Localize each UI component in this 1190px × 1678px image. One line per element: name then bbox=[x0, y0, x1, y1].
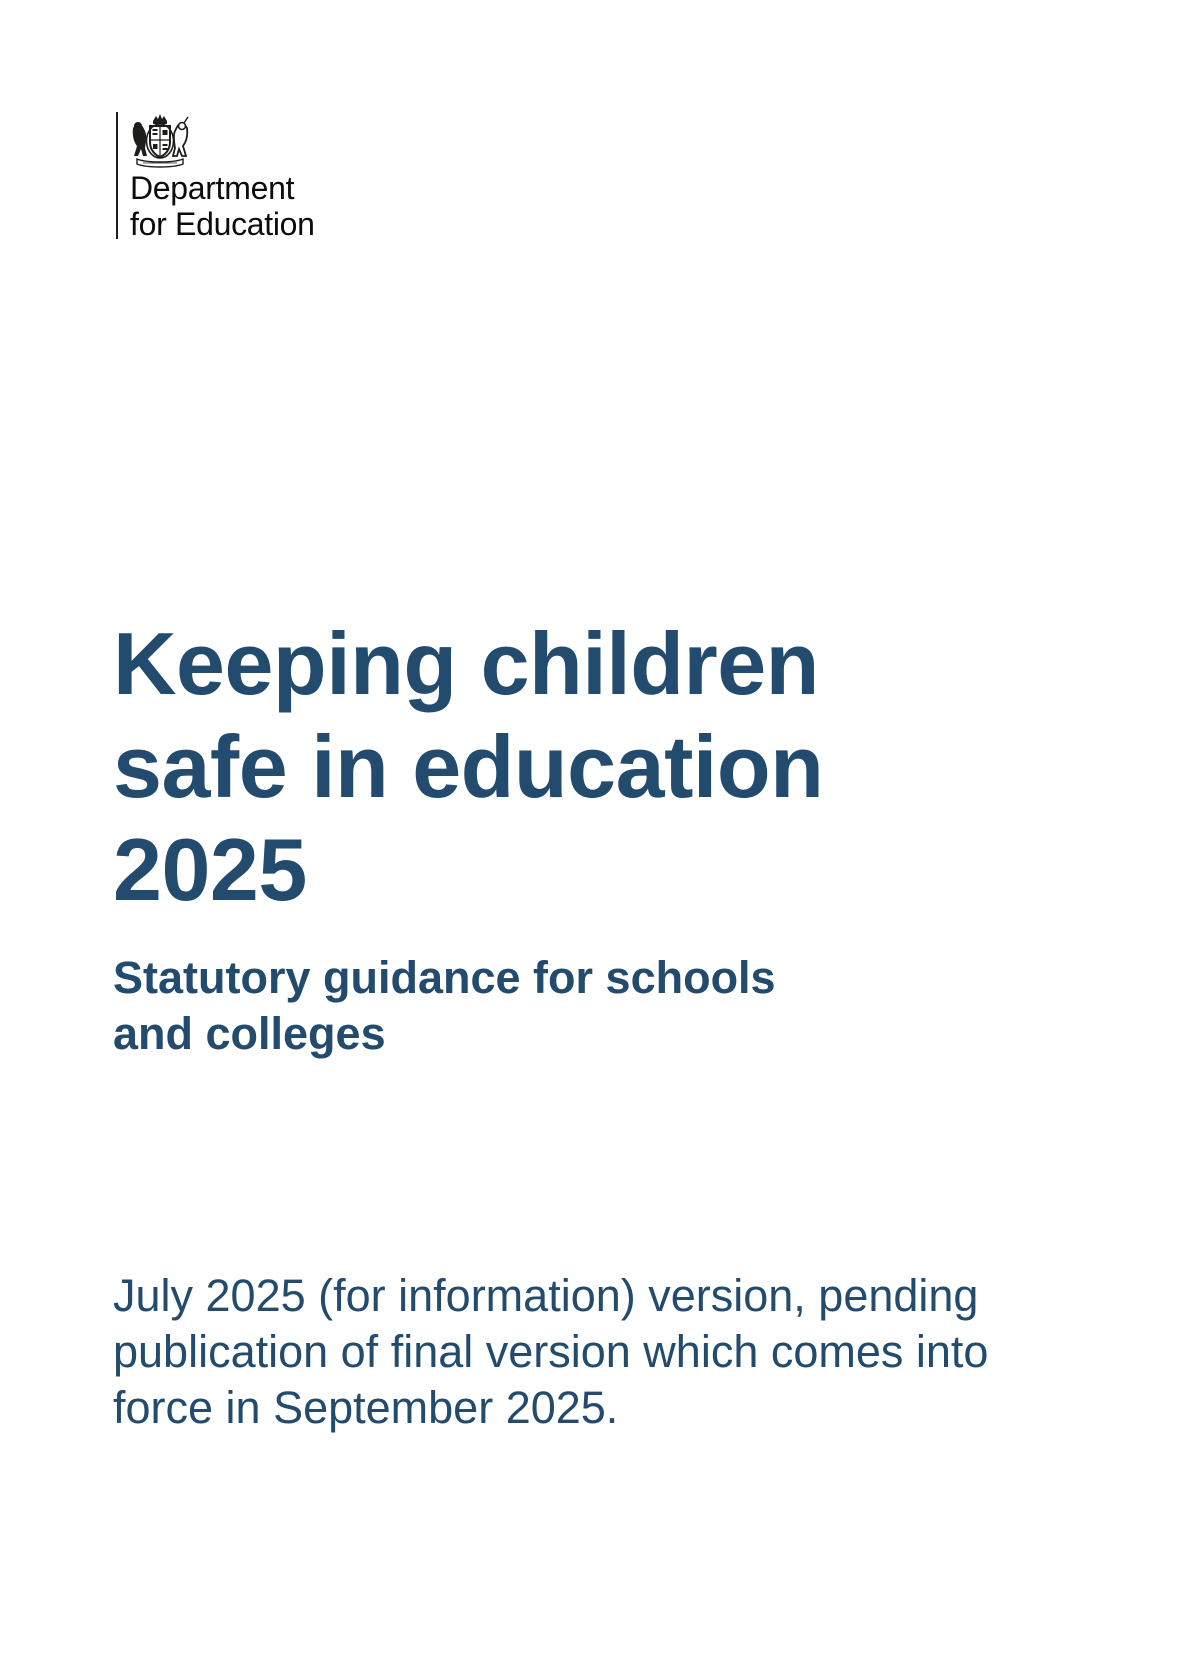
document-subtitle-line2: and colleges bbox=[113, 1008, 386, 1059]
logo-divider-line bbox=[116, 112, 118, 239]
department-name bbox=[130, 170, 315, 242]
department-name-line1: Department bbox=[130, 170, 295, 206]
document-title bbox=[113, 612, 823, 921]
department-name-line2: for Education bbox=[130, 206, 315, 242]
document-subtitle bbox=[113, 950, 776, 1062]
royal-coat-of-arms-icon bbox=[129, 112, 191, 168]
version-note bbox=[113, 1268, 988, 1436]
version-note-line3: force in September 2025. bbox=[113, 1382, 619, 1433]
document-title-line2: safe in education bbox=[113, 717, 824, 816]
version-note-line2: publication of final version which comes into bbox=[113, 1326, 989, 1377]
document-subtitle-line1: Statutory guidance for schools bbox=[113, 952, 776, 1003]
department-logo bbox=[116, 112, 336, 242]
document-title-line1: Keeping children bbox=[113, 614, 819, 713]
version-note-line1: July 2025 (for information) version, pending bbox=[113, 1270, 979, 1321]
document-title-line3: 2025 bbox=[113, 820, 307, 919]
